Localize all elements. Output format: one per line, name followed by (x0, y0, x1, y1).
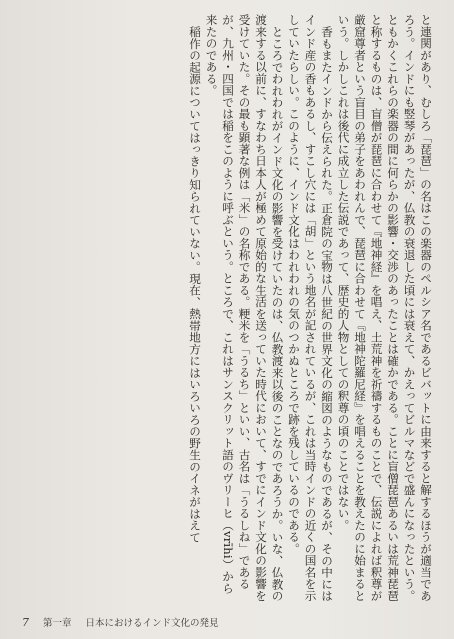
paragraph-4: 稲作の起源についてはっきり知られていない。現在、熱帯地方にはいろいろの野生のイネがはえて (188, 25, 202, 543)
page-footer (22, 615, 219, 629)
chapter-label: 第一章 (43, 618, 72, 629)
page-number: 7 (22, 616, 29, 629)
paragraph-3: ところでわれわれがインド文化の影響を受けていたのは、仏教渡来以後のことなのであろうか。いな、仏教の渡来する以前に、すなわち日本人が極めて原始的な生活を送っていた時代において、すでにインド文化の影響を受けていた。その最も顕著な例は「米」の名称である。粳米を「うるち」といい、古名は「うるしね」であるが、九州・四国では稲をこのように呼ぶという。ところで、これはサンスクリット語のヴリーヒ（vrīhi）から来たのである。 (204, 14, 285, 602)
paragraph-1: と連関があり、むしろ「琵琶」の名はこの楽器のペルシア名であるビバットに由来すると解するほうが適当であろう。インドにも竪琴があったが、仏教の衰退した頃には衰えて、かえってビルマなどで盛んになったという。ともかくこれらの楽器の間に何らかの影響・交渉のあったことは確かである。ことに盲僧琵琶あるいは荒神琵琶と称するものは、盲僧が琵琶に合わせて『地神経』を唱え、土荒神を祈禱するものことで、伝説によれば釈尊が厳窟尊者という盲目の弟子をあわれんで、琵琶に合わせて『地神陀羅尼経』を唱えることを教えたのに始まるという。しかしこれは後代に成立した伝説であって、歴史的人物としての釈尊の頃のことではない。 (336, 14, 433, 602)
chapter-title: 日本におけるインド文化の発見 (85, 618, 219, 629)
vertical-text-body (24, 14, 434, 604)
paragraph-2: 香もまたインドから伝えられた。正倉院の宝物は八世紀の世界文化の縮図のようなものであるが、その中にはインド産の香もあるし、すこし穴には「胡」という地名が記されているが、これは当時インドの近くの国名を示していたらしい。このように、インド文化はわれわれの気のつかぬところで跡を残しているのである。 (287, 14, 334, 602)
